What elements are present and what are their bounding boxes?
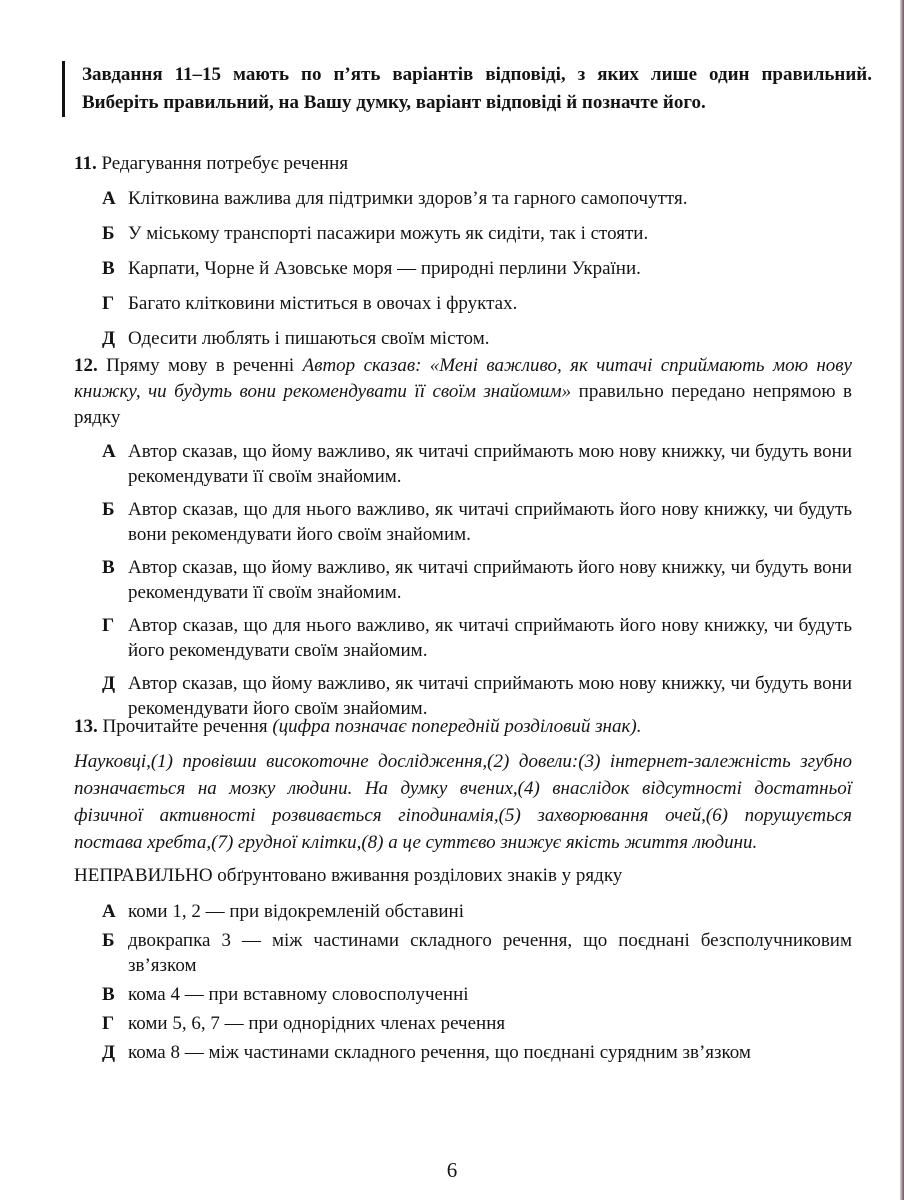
question-prompt: НЕПРАВИЛЬНО обґрунтовано вживання розділових знаків у рядку	[74, 865, 623, 886]
option-text: Автор сказав, що для нього важливо, як читачі сприймають його нову книжку, чи будуть вони рекомендувати його своїм знайомим.	[128, 499, 852, 545]
option-a[interactable]	[74, 186, 852, 212]
option-letter: А	[102, 188, 116, 209]
option-d[interactable]	[74, 326, 852, 352]
option-text: Клітковина важлива для підтримки здоров’я та гарного самопочуття.	[128, 188, 688, 209]
option-letter: Д	[102, 1042, 116, 1063]
question-text-end: правильно передано непрямою в рядку	[74, 381, 852, 428]
option-d[interactable]	[74, 1040, 852, 1065]
question-11-stem	[74, 151, 852, 177]
option-b[interactable]	[74, 221, 852, 247]
option-v[interactable]	[74, 555, 852, 605]
question-number: 12.	[74, 355, 98, 376]
option-letter: А	[102, 441, 116, 462]
option-text: Автор сказав, що йому важливо, як читачі сприймають його нову книжку, чи будуть вони рекомендувати її своїм знайомим.	[128, 557, 852, 603]
option-letter: Б	[102, 499, 115, 520]
option-h[interactable]	[74, 291, 852, 317]
option-v[interactable]	[74, 256, 852, 282]
option-text: Багато клітковини міститься в овочах і фруктах.	[128, 293, 518, 314]
question-text: Прочитайте речення	[97, 716, 273, 737]
quoted-sentence: Автор сказав: «Мені важливо, як читачі сприймають мою нову книжку, чи будуть вони рекомендувати її своїм знайомим»	[74, 355, 852, 402]
option-text: Одесити люблять і пишаються своїм містом.	[128, 328, 490, 349]
option-text: У міському транспорті пасажири можуть як сидіти, так і стояти.	[128, 223, 649, 244]
option-text: Автор сказав, що для нього важливо, як читачі сприймають його нову книжку, чи будуть його рекомендувати своїм знайомим.	[128, 615, 852, 661]
option-letter: Г	[102, 1013, 115, 1034]
option-b[interactable]	[74, 928, 852, 978]
option-letter: А	[102, 901, 116, 922]
page-edge	[900, 0, 904, 1200]
option-letter: Д	[102, 328, 116, 349]
option-a[interactable]	[74, 899, 852, 924]
page-number: 6	[446, 1158, 458, 1182]
question-11	[74, 151, 852, 352]
question-text: Редагування потребує речення	[96, 153, 349, 174]
option-letter: В	[102, 258, 115, 279]
option-h[interactable]	[74, 613, 852, 663]
option-text: кома 4 — при вставному словосполученні	[128, 984, 469, 1005]
passage: Науковці,(1) провівши високоточне дослідження,(2) довели:(3) інтернет-залежність згубно позначається на мозку людини. На думку вчених,(4) внаслідок відсутності достатньої фізичної активності розвивається гіподинамія,(5) захворювання очей,(6) порушується постава хребта,(7) грудної клітки,(8) а це суттєво знижує якість життя людини.	[74, 751, 852, 853]
question-12	[74, 353, 852, 729]
option-text: коми 5, 6, 7 — при однорідних членах речення	[128, 1013, 506, 1034]
option-letter: Г	[102, 293, 115, 314]
option-text: коми 1, 2 — при відокремленій обставині	[128, 901, 464, 922]
option-text: Автор сказав, що йому важливо, як читачі сприймають мою нову книжку, чи будуть вони рекомендувати його своїм знайомим.	[128, 673, 852, 719]
option-text: двокрапка 3 — між частинами складного речення, що поєднані безсполучниковим зв’язком	[128, 930, 852, 976]
option-letter: Б	[102, 930, 115, 951]
option-v[interactable]	[74, 982, 852, 1007]
question-number: 11.	[74, 153, 97, 174]
option-text: Автор сказав, що йому важливо, як читачі сприймають мою нову книжку, чи будуть вони рекомендувати її своїм знайомим.	[128, 441, 852, 487]
option-letter: В	[102, 984, 115, 1005]
option-text: кома 8 — між частинами складного речення, що поєднані сурядним зв’язком	[128, 1042, 751, 1063]
option-letter: Г	[102, 615, 115, 636]
question-note: (цифра позначає попередній розділовий знак).	[272, 716, 642, 737]
option-letter: В	[102, 557, 115, 578]
option-a[interactable]	[74, 439, 852, 489]
option-letter: Д	[102, 673, 116, 694]
option-letter: Б	[102, 223, 115, 244]
question-13-stem	[74, 714, 852, 740]
question-12-stem	[74, 353, 852, 431]
option-text: Карпати, Чорне й Азовське моря — природні перлини України.	[128, 258, 641, 279]
instruction-block	[62, 61, 872, 117]
option-h[interactable]	[74, 1011, 852, 1036]
instruction-text: Завдання 11–15 мають по п’ять варіантів відповіді, з яких лише один правильний. Виберіть правильний, на Вашу думку, варіант відповіді й позначте його.	[82, 64, 872, 113]
option-b[interactable]	[74, 497, 852, 547]
question-13	[74, 714, 852, 1069]
question-number: 13.	[74, 716, 98, 737]
question-text: Пряму мову в реченні	[97, 355, 303, 376]
